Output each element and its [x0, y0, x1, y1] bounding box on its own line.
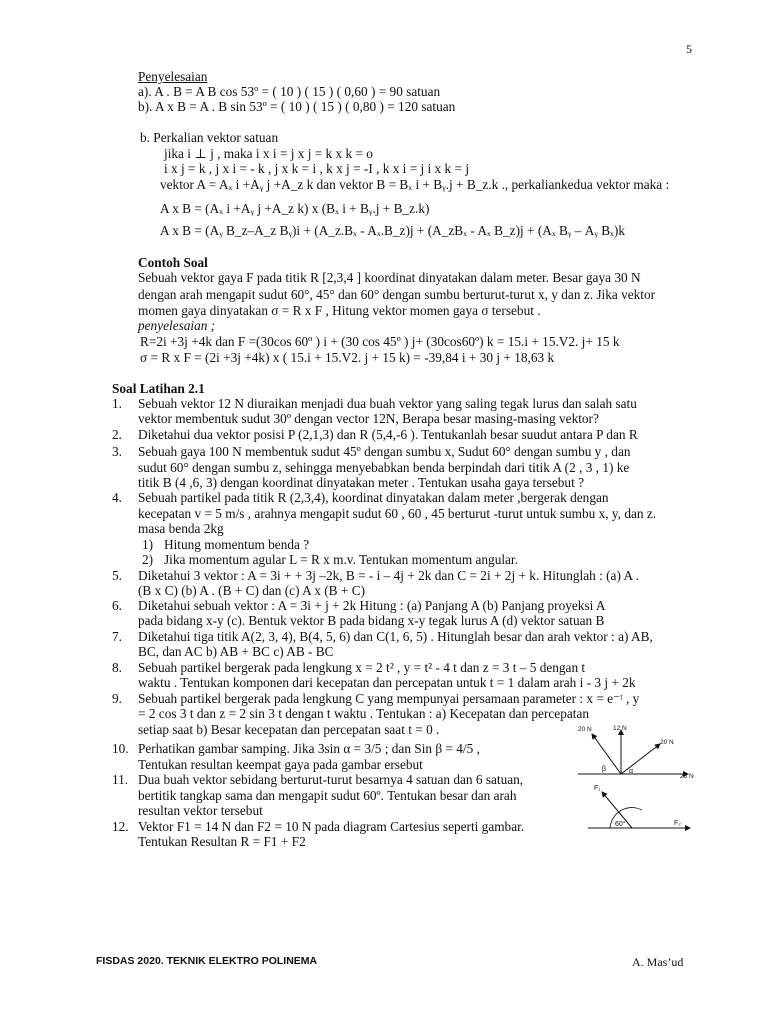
exercise-line: waktu . Tentukan komponen dari kecepatan dan percepatan untuk t = 1 dalam arah i - 3 j + 2k — [138, 675, 636, 690]
example-line3: momen gaya dinyatakan σ = R x F , Hitung vektor momen gaya σ tersebut . — [138, 303, 541, 318]
force-diagram — [576, 722, 700, 782]
exercise-line: Sebuah partikel pada titik R (2,3,4), koordinat dinyatakan dalam meter ,bergerak dengan — [138, 490, 609, 505]
exercise-number: 1. — [112, 396, 122, 411]
exercise-number: 8. — [112, 660, 122, 675]
exercise-line: Sebuah gaya 100 N membentuk sudut 45º dengan sumbu x, Sudut 60° dengan sumbu y , dan — [138, 444, 631, 459]
exercise-line: Diketahui dua vektor posisi P (2,1,3) dan R (5,4,-6 ). Tentukanlah besar suudut antara P dan R — [138, 427, 638, 442]
unit-vectors-line2: i x j = k , j x i = - k , j x k = i , k x j = -I , k x i = j i x k = j — [164, 161, 470, 176]
exercise-line: BC, dan AC b) AB + BC c) AB - BC — [138, 644, 334, 659]
sub-item-text: Hitung momentum benda ? — [164, 537, 310, 552]
unit-vectors-title: b. Perkalian vektor satuan — [140, 130, 279, 145]
example-solution-label: penyelesaian ; — [138, 318, 216, 333]
exercise-number: 9. — [112, 691, 122, 706]
solution-line-b: b). A x B = A . B sin 53º = ( 10 ) ( 15 ) ( 0,80 ) = 120 satuan — [138, 99, 456, 114]
exercise-line: Diketahui sebuah vektor : A = 3i + j + 2k Hitung : (a) Panjang A (b) Panjang proyeksi A — [138, 598, 606, 613]
exercise-number: 12. — [112, 819, 129, 834]
exercise-number: 6. — [112, 598, 122, 613]
exercise-line: Diketahui 3 vektor : A = 3i + + 3j –2k, B = - i – 4j + 2k dan C = 2i + 2j + k. Hitunglah : (a) A . — [138, 568, 639, 583]
exercise-line: masa benda 2kg — [138, 521, 224, 536]
exercise-line: Tentukan Resultan R = F1 + F2 — [138, 834, 306, 849]
unit-vectors-line3: vektor A = Aₓ i +Aᵧ j +A_z k dan vektor B = Bₓ i + Bᵧ.j + B_z.k ., perkaliankedua vektor maka : — [160, 177, 670, 192]
exercise-line: Sebuah partikel bergerak pada lengkung x = 2 t² , y = t² - 4 t dan z = 3 t – 5 dengan t — [138, 660, 586, 675]
cartesian-diagram — [586, 780, 694, 832]
exercises-title: Soal Latihan 2.1 — [112, 381, 205, 396]
sub-item-number: 1) — [142, 537, 154, 552]
label-beta: β — [602, 766, 607, 773]
exercise-line: kecepatan v = 5 m/s , arahnya mengapit sudut 60 , 60 , 45 berturut -turut untuk sumbu x, y, dan z. — [138, 506, 657, 521]
unit-vectors-line5: A x B = (Aᵧ B_z–A_z Bᵧ)i + (A_z.Bₓ - Aₓ.B_z)j + (A_zBₓ - Aₓ B_z)j + (Aₓ Bᵧ – Aᵧ Bₓ)k — [160, 223, 625, 238]
sub-item-text: Jika momentum agular L = R x m.v. Tentukan momentum angular. — [164, 552, 518, 567]
force-vector-20n-right — [621, 744, 660, 774]
exercise-line: resultan vektor tersebut — [138, 803, 263, 818]
label-alpha: α — [629, 768, 634, 775]
exercise-line: vektor membentuk sudut 30º dengan vector 12N, Berapa besar masing-masing vektor? — [138, 411, 599, 426]
solution-heading: Penyelesaian — [138, 69, 208, 84]
exercise-line: Vektor F1 = 14 N dan F2 = 10 N pada diagram Cartesius seperti gambar. — [138, 819, 525, 834]
sub-item-number: 2) — [142, 552, 154, 567]
unit-vectors-line4: A x B = (Aₓ i +Aᵧ j +A_z k) x (Bₓ i + Bᵧ.j + B_z.k) — [160, 201, 430, 216]
footer-course: FISDAS 2020. TEKNIK ELEKTRO POLINEMA — [96, 955, 318, 967]
exercise-line: Perhatikan gambar samping. Jika 3sin α = 3/5 ; dan Sin β = 4/5 , — [138, 741, 480, 756]
exercise-line: bertitik tangkap sama dan mengapit sudut 60º. Tentukan besar dan arah — [138, 788, 517, 803]
force-vector-20n-left — [592, 734, 621, 774]
exercise-number: 4. — [112, 490, 122, 505]
label-angle: 60° — [615, 821, 626, 828]
exercise-number: 5. — [112, 568, 122, 583]
label-26n: 26 N — [680, 773, 694, 780]
example-title: Contoh Soal — [138, 255, 208, 270]
exercise-line: titik B (4 ,6, 3) dengan koordinat dinyatakan meter . Tentukan usaha gaya tersebut ? — [138, 475, 584, 490]
label-20n-left: 20 N — [578, 726, 592, 733]
footer-author: A. Mas’ud — [632, 955, 684, 969]
example-solution-1: R=2i +3j +4k dan F =(30cos 60º ) i + (30 cos 45º ) j+ (30cos60º) k = 15.i + 15.V2. j+ 15 k — [140, 334, 620, 349]
example-line2: dengan arah mengapit sudut 60°, 45° dan 60° dengan sumbu berturut-turut x, y dan z. Jika vektor — [138, 287, 656, 302]
exercise-number: 7. — [112, 629, 122, 644]
solution-line-a: a). A . B = A B cos 53º = ( 10 ) ( 15 ) ( 0,60 ) = 90 satuan — [138, 84, 441, 99]
exercise-number: 11. — [112, 772, 129, 787]
exercise-line: Dua buah vektor sebidang berturut-turut besarnya 4 satuan dan 6 satuan, — [138, 772, 524, 787]
exercise-line: setiap saat b) Besar kecepatan dan percepatan saat t = 0 . — [138, 722, 440, 737]
label-20n-right: 20 N — [660, 739, 674, 746]
example-solution-2: σ = R x F = (2i +3j +4k) x ( 15.i + 15.V2. j + 15 k) = -39,84 i + 30 j + 18,63 k — [140, 350, 555, 365]
exercise-number: 2. — [112, 427, 122, 442]
exercise-line: (B x C) (b) A . (B + C) dan (c) A x (B + C) — [138, 583, 365, 598]
exercise-line: Sebuah partikel bergerak pada lengkung C yang mempunyai persamaan parameter : x = e⁻ᵗ , y — [138, 691, 640, 706]
exercise-number: 3. — [112, 444, 122, 459]
label-f2: F₂ — [674, 820, 681, 827]
exercise-line: Sebuah vektor 12 N diuraikan menjadi dua buah vektor yang saling tegak lurus dan salah satu — [138, 396, 637, 411]
exercise-line: Diketahui tiga titik A(2, 3, 4), B(4, 5, 6) dan C(1, 6, 5) . Hitunglah besar dan arah vektor : a) AB, — [138, 629, 653, 644]
exercise-line: pada bidang x-y (c). Bentuk vektor B pada bidang x-y tegak lurus A (d) vektor satuan B — [138, 613, 605, 628]
unit-vectors-line1: jika i ⊥ j , maka i x i = j x j = k x k = o — [164, 146, 373, 161]
page-number: 5 — [686, 42, 692, 56]
exercise-number: 10. — [112, 741, 129, 756]
example-line1: Sebuah vektor gaya F pada titik R [2,3,4 ] koordinat dinyatakan dalam meter. Besar gaya 30 N — [138, 270, 641, 285]
label-12n: 12 N — [613, 725, 627, 732]
label-f1: F₁ — [594, 785, 601, 792]
exercise-line: sudut 60° dengan sumbu z, sehingga menyebabkan benda berpindah dari titik A (2 , 3 , 1) ke — [138, 460, 630, 475]
exercise-line: Tentukan resultan keempat gaya pada gambar ersebut — [138, 757, 423, 772]
exercise-line: = 2 cos 3 t dan z = 2 sin 3 t dengan t waktu . Tentukan : a) Kecepatan dan percepatan — [138, 706, 589, 721]
